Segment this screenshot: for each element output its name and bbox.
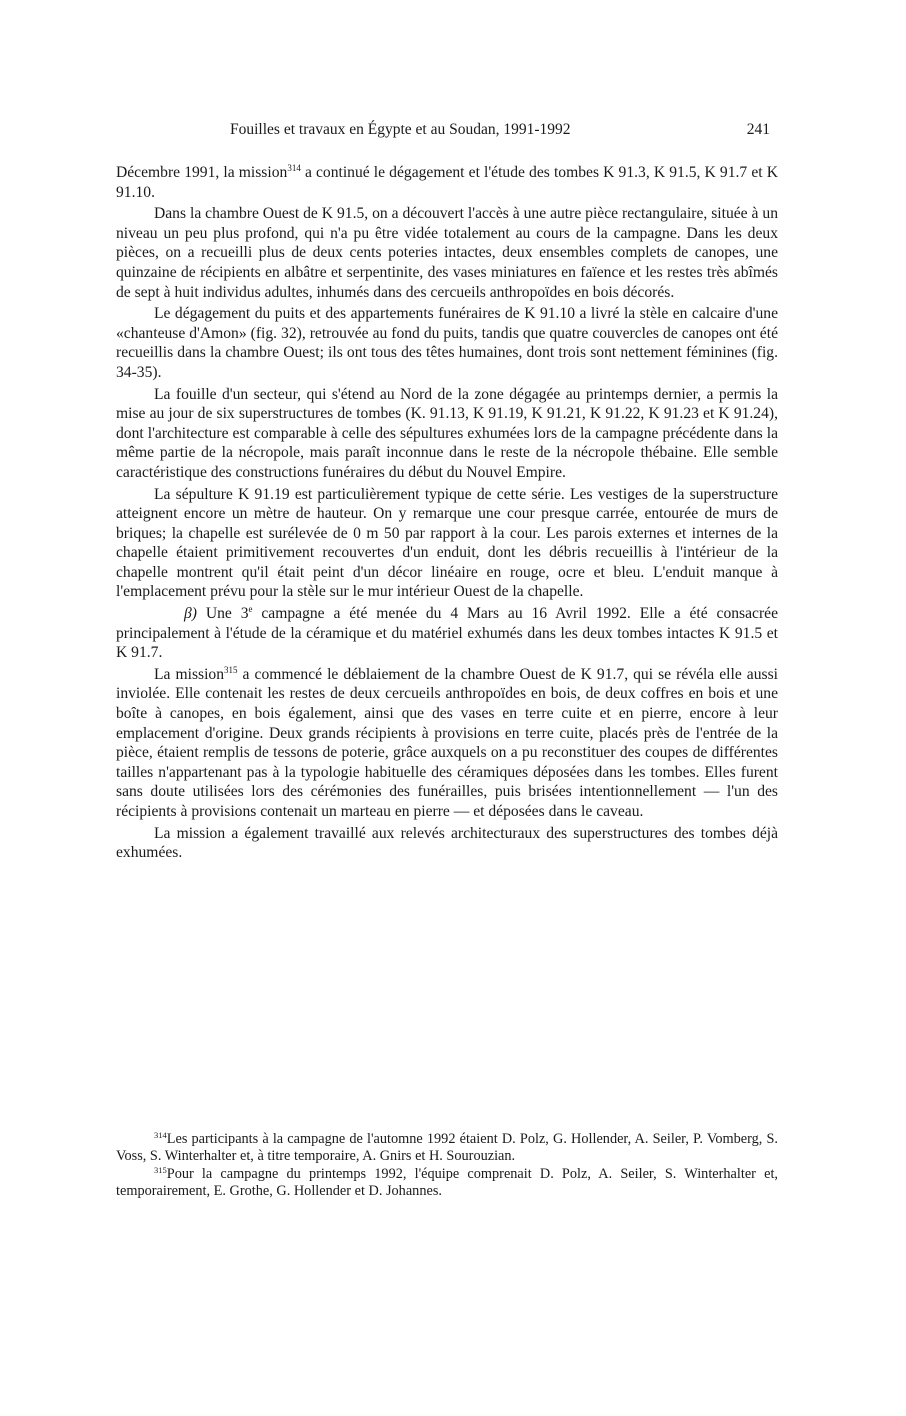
footnote-ref: 314 [287, 163, 301, 173]
main-text [116, 163, 778, 865]
ordinal-superscript: e [248, 604, 253, 615]
footnote [116, 1131, 778, 1165]
paragraph: La mission a également travaillé aux relevés architecturaux des superstructures des tombes déjà exhumées. [116, 824, 778, 862]
footnote-number: 314 [154, 1130, 167, 1140]
paragraph-text: La mission [154, 665, 225, 683]
footnote-text: Pour la campagne du printemps 1992, l'équipe comprenait D. Polz, A. Seiler, S. Winterhalter et, temporairement, E. Grothe, G. Hollender et D. Johannes. [116, 1166, 778, 1199]
paragraph-text: a continué le dégagement et l'étude des tombes K 91.3, K 91.5, K 91.7 et K 91.10. [116, 164, 778, 201]
paragraph-text: Une 3 [196, 605, 249, 623]
paragraph: Le dégagement du puits et des appartements funéraires de K 91.10 a livré la stèle en calcaire d'une «chanteuse d'Amon» (fig. 32), retrouvée au fond du puits, tandis que quatre couvercles de canopes ont été recueillis dans la chambre Ouest; ils ont tous des têtes humaines, dont trois sont nettement féminines (fig. 34-35). [116, 305, 778, 381]
footnote [116, 1166, 778, 1200]
paragraph [116, 163, 778, 202]
paragraph-text: campagne a été menée du 4 Mars au 16 Avril 1992. Elle a été consacrée principalement à l'étude de la céramique et du matériel exhumés dans les deux tombes intactes K 91.5 et K 91.7. [116, 605, 778, 662]
paragraph: Dans la chambre Ouest de K 91.5, on a découvert l'accès à une autre pièce rectangulaire, située à un niveau un peu plus profond, qui n'a pu être vidée totalement au cours de la campagne. Dans les deux pièces, on a recueilli plus de deux cents poteries intactes, deux ensembles complets de canopes, une quinzaine de récipients en albâtre et serpentinite, des vases miniatures en faïence et les restes très abîmés de sept à huit individus adultes, inhumés dans des cercueils anthropoïdes en bois décorés. [116, 205, 778, 301]
page-number: 241 [746, 121, 770, 138]
paragraph [116, 604, 778, 663]
paragraph [116, 665, 778, 822]
paragraph-text: Décembre 1991, la mission [116, 164, 288, 181]
footnote-text: Les participants à la campagne de l'automne 1992 étaient D. Polz, G. Hollender, A. Seiler, P. Vomberg, S. Voss, S. Winterhalter et, à titre temporaire, A. Gnirs et H. Sourouzian. [116, 1131, 778, 1164]
footnote-number: 315 [154, 1165, 167, 1175]
footnote-ref: 315 [224, 664, 238, 675]
paragraph-text: a commencé le déblaiement de la chambre Ouest de K 91.7, qui se révéla elle aussi inviolée. Elle contenait les restes de deux cercueils anthropoïdes en bois, de deux coffres en bois et une boîte à canopes, en bois également, ainsi que des vases en terre cuite et en pierre, encore à leur emplacement d'origine. Deux grands récipients à provisions en terre cuite, placés près de l'entrée de la pièce, étaient remplis de tessons de poterie, grâce auxquels on a pu reconstituer des coupes de différentes tailles n'appartenant pas à la typologie habituelle des céramiques déposées dans les tombes. Elles furent sans doute utilisées lors des cérémonies des funérailles, puis brisées intentionnellement — l'un des récipients à provisions contenait un marteau en pierre — et déposées dans le caveau. [116, 665, 778, 820]
paragraph: La sépulture K 91.19 est particulièrement typique de cette série. Les vestiges de la superstructure atteignent encore un mètre de hauteur. On y remarque une cour presque carrée, entourée de murs de briques; la chapelle est surélevée de 0 m 50 par rapport à la cour. Les parois externes et internes de la chapelle étaient primitivement recouvertes d'un enduit, dont les débris recueillis à l'intérieur de la chapelle montrent qu'il était peint d'un décor linéaire en rouge, ocre et bleu. L'enduit manque à l'emplacement prévu pour la stèle sur le mur intérieur Ouest de la chapelle. [116, 485, 778, 601]
footnotes [116, 1131, 778, 1201]
running-title: Fouilles et travaux en Égypte et au Soudan, 1991-1992 [230, 121, 571, 138]
paragraph: La fouille d'un secteur, qui s'étend au Nord de la zone dégagée au printemps dernier, a permis la mise au jour de six superstructures de tombes (K. 91.13, K 91.19, K 91.21, K 91.22, K 91.23 et K 91.24), dont l'architecture est comparable à celle des sépultures exhumées lors de la campagne précédente dans la même partie de la nécropole, mais paraît inconnue dans le reste de la nécropole thébaine. Elle semble caractéristique des constructions funéraires du début du Nouvel Empire. [116, 385, 778, 481]
section-marker: β) [184, 605, 197, 623]
